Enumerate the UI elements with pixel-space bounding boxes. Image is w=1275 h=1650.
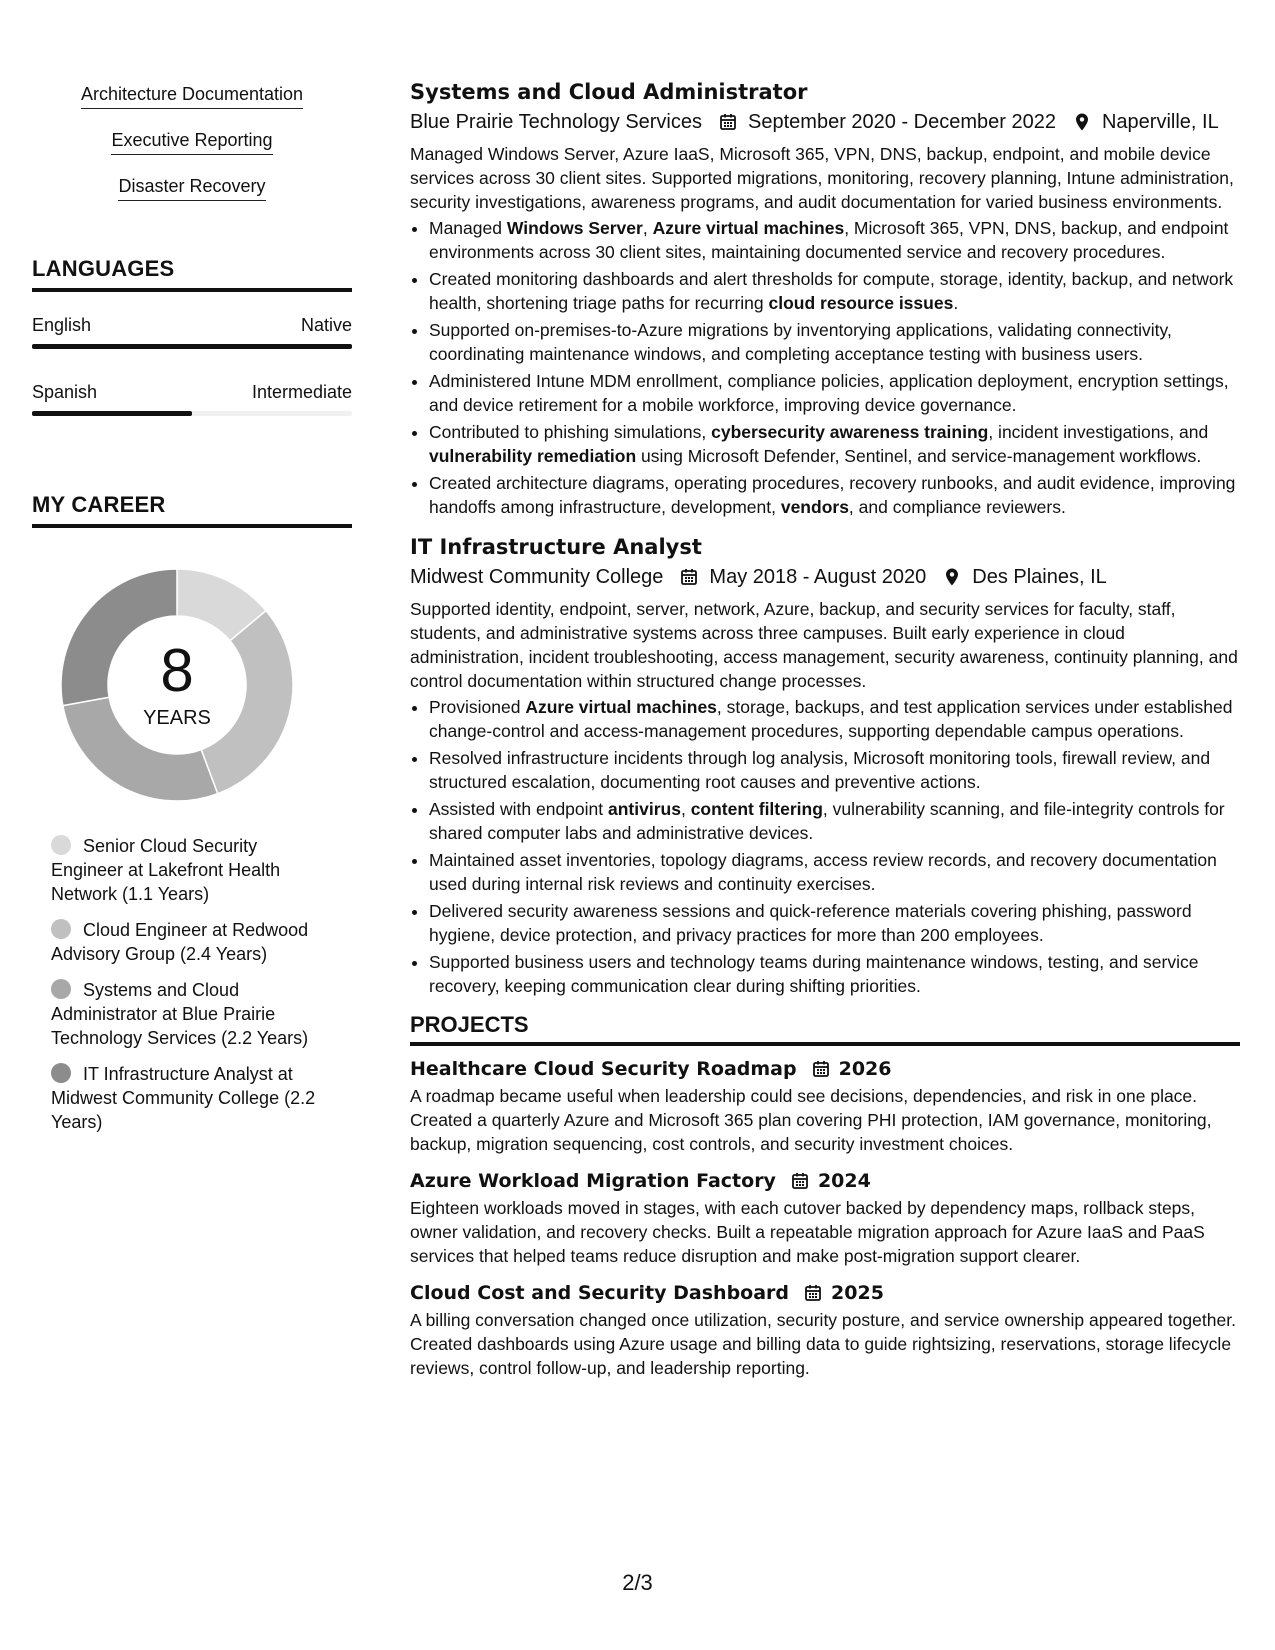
career-legend xyxy=(51,834,326,1134)
skill-list xyxy=(32,82,352,220)
career-heading: MY CAREER xyxy=(32,492,352,528)
job-entry xyxy=(410,533,1240,998)
legend-item xyxy=(51,834,326,906)
location-pin-icon xyxy=(942,567,962,587)
project-entry xyxy=(410,1056,1240,1156)
legend-dot xyxy=(51,919,71,939)
job-bullet: • Supported business users and technology teams during maintenance windows, testing, and service recovery, keeping communication clear during shifting priorities. xyxy=(429,950,1240,998)
career-years-label: YEARS xyxy=(143,706,211,729)
job-title: IT Infrastructure Analyst xyxy=(410,535,702,559)
calendar-icon xyxy=(811,1059,831,1079)
page-number: 2/3 xyxy=(622,1570,653,1595)
job-location: Des Plaines, IL xyxy=(972,566,1107,588)
calendar-icon xyxy=(790,1171,810,1191)
calendar-icon xyxy=(718,112,738,132)
skill-tag: Executive Reporting xyxy=(111,128,272,155)
language-item xyxy=(32,314,352,349)
career-section xyxy=(32,492,352,1134)
job-bullet: • Provisioned Azure virtual machines, storage, backups, and test application services under established change-control and access-management procedures, supporting dependable campus operations. xyxy=(429,695,1240,743)
project-header xyxy=(410,1056,1240,1082)
job-bullets xyxy=(410,216,1240,519)
language-proficiency-bar xyxy=(32,411,352,416)
job-bullet: • Administered Intune MDM enrollment, compliance policies, application deployment, encryption settings, and device retirement for a mobile workforce, improving device governance. xyxy=(429,369,1240,417)
project-year: 2024 xyxy=(817,1170,871,1192)
language-level: Native xyxy=(300,315,352,335)
legend-item xyxy=(51,1062,326,1134)
legend-dot xyxy=(51,1063,71,1083)
job-bullet: • Maintained asset inventories, topology diagrams, access review records, and recovery documentation used during internal risk reviews and continuity exercises. xyxy=(429,848,1240,896)
language-level: Intermediate xyxy=(251,382,352,402)
career-total-years: 8 xyxy=(160,636,194,704)
skill-tag: Architecture Documentation xyxy=(81,82,303,109)
legend-dot xyxy=(51,835,71,855)
job-entry xyxy=(410,78,1240,519)
job-dates: September 2020 - December 2022 xyxy=(748,111,1056,133)
job-meta xyxy=(410,108,1240,136)
projects-section xyxy=(410,1012,1240,1380)
sidebar xyxy=(32,82,352,1146)
job-location: Naperville, IL xyxy=(1101,111,1219,133)
language-proficiency-fill xyxy=(32,344,352,349)
job-bullet: • Supported on-premises-to-Azure migrations by inventorying applications, validating connectivity, coordinating maintenance windows, and completing acceptance testing with business users. xyxy=(429,318,1240,366)
project-entry xyxy=(410,1280,1240,1380)
language-proficiency-bar xyxy=(32,344,352,349)
project-title: Cloud Cost and Security Dashboard xyxy=(410,1282,790,1304)
project-entry xyxy=(410,1168,1240,1268)
job-bullet: • Assisted with endpoint antivirus, content filtering, vulnerability scanning, and file-integrity controls for shared computer labs and administrative devices. xyxy=(429,797,1240,845)
job-company: Blue Prairie Technology Services xyxy=(410,111,703,133)
job-bullet: • Resolved infrastructure incidents through log analysis, Microsoft monitoring tools, firewall review, and structured escalation, documenting root causes and preventive actions. xyxy=(429,746,1240,794)
legend-item xyxy=(51,978,326,1050)
legend-label: IT Infrastructure Analyst at Midwest Community College (2.2 Years) xyxy=(51,1064,316,1132)
calendar-icon xyxy=(803,1283,823,1303)
location-pin-icon xyxy=(1072,112,1092,132)
job-dates: May 2018 - August 2020 xyxy=(709,566,927,588)
project-year: 2026 xyxy=(838,1058,892,1080)
job-title: Systems and Cloud Administrator xyxy=(410,80,808,104)
career-donut-chart xyxy=(52,560,302,810)
legend-label: Senior Cloud Security Engineer at Lakefront Health Network (1.1 Years) xyxy=(51,836,281,904)
job-bullet: • Created architecture diagrams, operating procedures, recovery runbooks, and audit evidence, improving handoffs among infrastructure, development, vendors, and compliance reviewers. xyxy=(429,471,1240,519)
project-description: Eighteen workloads moved in stages, with each cutover backed by dependency maps, rollback steps, owner validation, and recovery checks. Built a repeatable migration approach for Azure IaaS and PaaS services that helped teams reduce disruption and make post-migration support clearer. xyxy=(410,1198,1205,1266)
job-bullet: • Contributed to phishing simulations, cybersecurity awareness training, incident investigations, and vulnerability remediation using Microsoft Defender, Sentinel, and service-management workflows. xyxy=(429,420,1240,468)
job-bullet: • Managed Windows Server, Azure virtual machines, Microsoft 365, VPN, DNS, backup, and endpoint environments across 30 client sites, maintaining documented service and recovery procedures. xyxy=(429,216,1240,264)
project-title: Azure Workload Migration Factory xyxy=(410,1170,776,1192)
calendar-icon xyxy=(679,567,699,587)
job-summary: Supported identity, endpoint, server, network, Azure, backup, and security services for faculty, staff, students, and administrative systems across three campuses. Built early experience in cloud administration, incident troubleshooting, access management, security awareness, continuity planning, and control documentation within structured change processes. xyxy=(410,599,1238,691)
main-column xyxy=(410,78,1240,1392)
job-summary: Managed Windows Server, Azure IaaS, Microsoft 365, VPN, DNS, backup, endpoint, and mobile device services across 30 client sites. Supported migrations, monitoring, recovery planning, Intune administration, security investigations, awareness programs, and audit documentation for varied business environments. xyxy=(410,144,1234,212)
job-meta xyxy=(410,563,1240,591)
job-bullet: • Created monitoring dashboards and alert thresholds for compute, storage, identity, backup, and network health, shortening triage paths for recurring cloud resource issues. xyxy=(429,267,1240,315)
job-company: Midwest Community College xyxy=(410,566,664,588)
legend-label: Cloud Engineer at Redwood Advisory Group (2.4 Years) xyxy=(51,920,309,964)
project-header xyxy=(410,1168,1240,1194)
language-proficiency-fill xyxy=(32,411,192,416)
skill-tag: Disaster Recovery xyxy=(118,174,265,201)
projects-heading: PROJECTS xyxy=(410,1012,1240,1046)
job-bullet: • Delivered security awareness sessions and quick-reference materials covering phishing, password hygiene, device protection, and privacy practices for more than 200 employees. xyxy=(429,899,1240,947)
languages-section xyxy=(32,256,352,416)
job-bullets xyxy=(410,695,1240,998)
project-year: 2025 xyxy=(831,1282,884,1304)
language-name: Spanish xyxy=(32,382,98,402)
languages-heading: LANGUAGES xyxy=(32,256,352,292)
project-title: Healthcare Cloud Security Roadmap xyxy=(410,1058,797,1080)
donut-center xyxy=(52,560,302,810)
language-name: English xyxy=(32,315,92,335)
project-description: A billing conversation changed once utilization, security posture, and service ownership appeared together. Created dashboards using Azure usage and billing data to guide rightsizing, reservations, storage lifecycle reviews, control follow-up, and leadership reporting. xyxy=(410,1310,1236,1378)
legend-item xyxy=(51,918,326,966)
project-header xyxy=(410,1280,1240,1306)
legend-dot xyxy=(51,979,71,999)
project-description: A roadmap became useful when leadership could see decisions, dependencies, and risk in one place. Created a quarterly Azure and Microsoft 365 plan covering PHI protection, IAM governance, monitoring, backup, migration sequencing, cost controls, and security investment choices. xyxy=(410,1086,1212,1154)
legend-label: Systems and Cloud Administrator at Blue Prairie Technology Services (2.2 Years) xyxy=(51,980,309,1048)
language-item xyxy=(32,381,352,416)
